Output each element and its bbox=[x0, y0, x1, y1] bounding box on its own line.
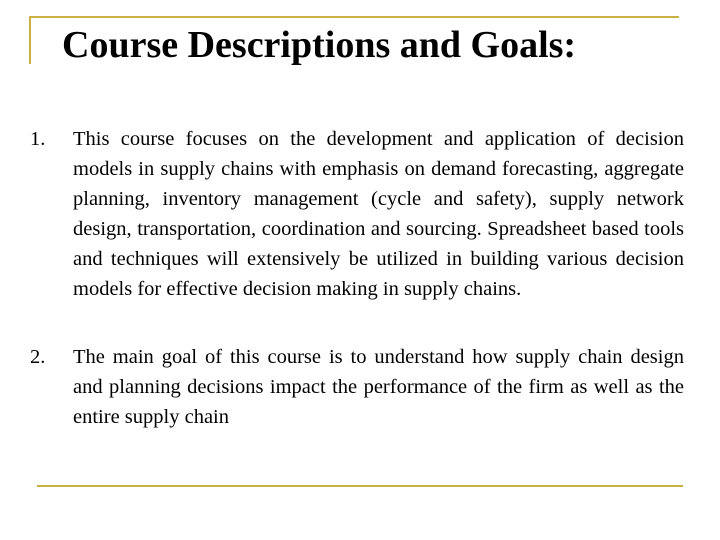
title-frame-top-rule bbox=[29, 16, 679, 18]
list-item-text: The main goal of this course is to understand how supply chain design and planning decisions impact the performance of the firm as well as the entire supply chain bbox=[73, 346, 684, 428]
list-item bbox=[30, 124, 684, 304]
list-item-number: 1. bbox=[30, 128, 46, 150]
bottom-divider bbox=[37, 485, 683, 487]
title-frame-left-rule bbox=[29, 16, 31, 64]
list-item-number: 2. bbox=[30, 346, 46, 368]
slide-title: Course Descriptions and Goals: bbox=[62, 24, 577, 66]
list-item bbox=[30, 342, 684, 432]
list-item-text: This course focuses on the development and application of decision models in supply chains with emphasis on demand forecasting, aggregate planning, inventory management (cycle and safety), supply network design, transportation, coordination and sourcing. Spreadsheet based tools and techniques will extensively be utilized in building various decision models for effective decision making in supply chains. bbox=[73, 128, 684, 300]
course-description-list bbox=[30, 124, 684, 432]
